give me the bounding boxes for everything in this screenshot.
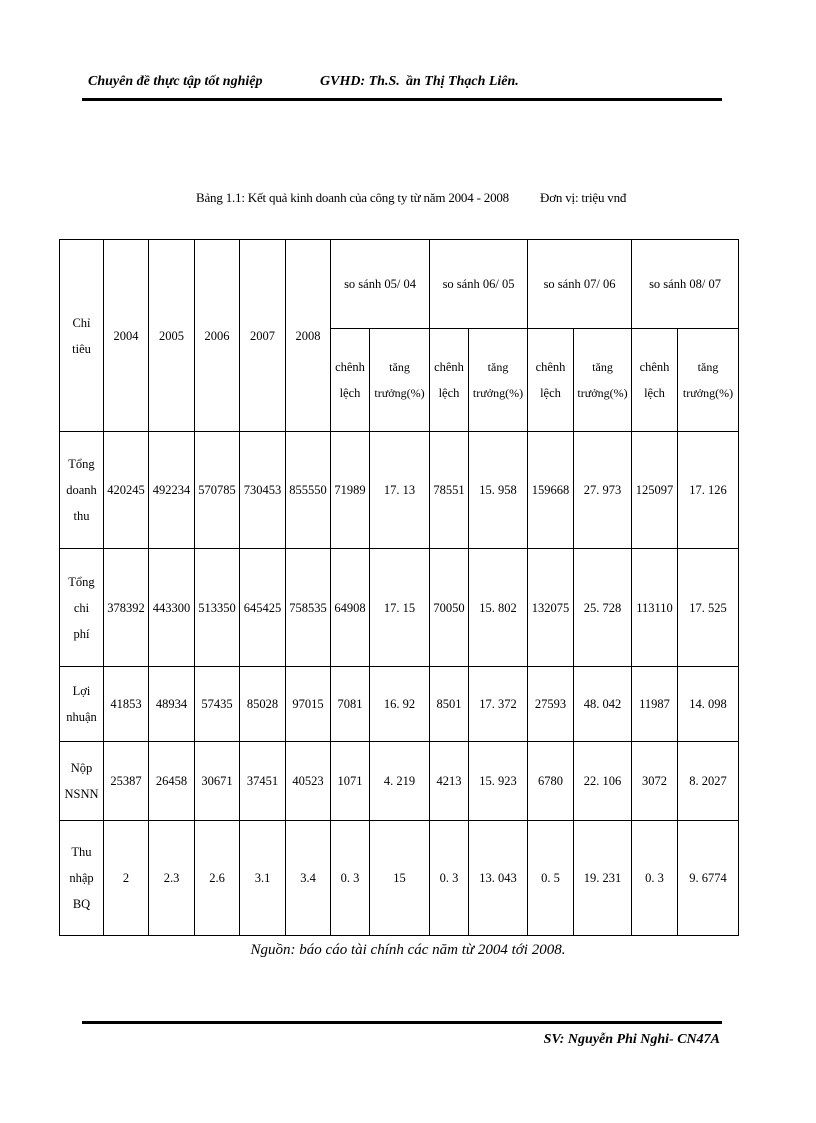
diff-subheader: chênh lệch — [528, 329, 574, 432]
source-note: Nguồn: báo cáo tài chính các năm từ 2004 tới 2008. — [250, 942, 566, 958]
table-caption — [196, 190, 626, 206]
header-supervisor-label: GVHD: Th.S. — [320, 74, 400, 89]
year-value-cell: 41853 — [104, 667, 149, 742]
table-row — [60, 821, 739, 936]
growth-value-cell: 25. 728 — [574, 549, 632, 667]
page-header — [82, 72, 722, 101]
growth-value-cell: 17. 13 — [370, 432, 430, 549]
year-value-cell: 25387 — [104, 742, 149, 821]
year-value-cell: 2.3 — [149, 821, 195, 936]
growth-subheader: tăng trưởng(%) — [469, 329, 528, 432]
diff-value-cell: 3072 — [632, 742, 678, 821]
year-value-cell: 37451 — [240, 742, 286, 821]
table-row — [60, 742, 739, 821]
year-value-cell: 492234 — [149, 432, 195, 549]
page-footer: SV: Nguyễn Phi Nghi- CN47A — [543, 1032, 720, 1047]
growth-value-cell: 17. 126 — [678, 432, 739, 549]
year-value-cell: 443300 — [149, 549, 195, 667]
diff-subheader: chênh lệch — [430, 329, 469, 432]
diff-value-cell: 159668 — [528, 432, 574, 549]
diff-value-cell: 78551 — [430, 432, 469, 549]
diff-value-cell: 11987 — [632, 667, 678, 742]
growth-value-cell: 22. 106 — [574, 742, 632, 821]
diff-value-cell: 132075 — [528, 549, 574, 667]
year-value-cell: 40523 — [286, 742, 331, 821]
year-value-cell: 730453 — [240, 432, 286, 549]
diff-value-cell: 64908 — [331, 549, 370, 667]
growth-value-cell: 4. 219 — [370, 742, 430, 821]
year-value-cell: 97015 — [286, 667, 331, 742]
year-value-cell: 3.1 — [240, 821, 286, 936]
year-header: 2004 — [104, 240, 149, 432]
comparison-header: so sánh 07/ 06 — [528, 240, 632, 329]
growth-subheader: tăng trưởng(%) — [678, 329, 739, 432]
diff-value-cell: 125097 — [632, 432, 678, 549]
year-value-cell: 420245 — [104, 432, 149, 549]
diff-value-cell: 7081 — [331, 667, 370, 742]
label-header: Chỉ tiêu — [60, 240, 104, 432]
year-value-cell: 3.4 — [286, 821, 331, 936]
table-row — [60, 667, 739, 742]
table-unit: Đơn vị: triệu vnđ — [540, 190, 627, 205]
table-row — [60, 549, 739, 667]
year-header: 2007 — [240, 240, 286, 432]
header-supervisor-name: ần Thị Thạch Liên. — [406, 74, 519, 89]
growth-value-cell: 14. 098 — [678, 667, 739, 742]
year-header: 2006 — [195, 240, 240, 432]
growth-value-cell: 15. 958 — [469, 432, 528, 549]
diff-value-cell: 0. 3 — [632, 821, 678, 936]
year-header: 2008 — [286, 240, 331, 432]
comparison-header: so sánh 08/ 07 — [632, 240, 739, 329]
year-value-cell: 30671 — [195, 742, 240, 821]
year-value-cell: 48934 — [149, 667, 195, 742]
table-row — [60, 432, 739, 549]
year-value-cell: 2 — [104, 821, 149, 936]
year-header: 2005 — [149, 240, 195, 432]
diff-value-cell: 27593 — [528, 667, 574, 742]
year-value-cell: 378392 — [104, 549, 149, 667]
year-value-cell: 26458 — [149, 742, 195, 821]
growth-subheader: tăng trưởng(%) — [574, 329, 632, 432]
row-label: Thu nhập BQ — [60, 821, 104, 936]
growth-value-cell: 8. 2027 — [678, 742, 739, 821]
growth-value-cell: 15 — [370, 821, 430, 936]
table-body — [60, 432, 739, 936]
year-value-cell: 513350 — [195, 549, 240, 667]
diff-value-cell: 4213 — [430, 742, 469, 821]
diff-value-cell: 70050 — [430, 549, 469, 667]
growth-value-cell: 17. 15 — [370, 549, 430, 667]
header-title: Chuyên đề thực tập tốt nghiệp — [88, 74, 263, 89]
growth-value-cell: 13. 043 — [469, 821, 528, 936]
growth-value-cell: 16. 92 — [370, 667, 430, 742]
year-value-cell: 2.6 — [195, 821, 240, 936]
year-value-cell: 85028 — [240, 667, 286, 742]
growth-value-cell: 17. 525 — [678, 549, 739, 667]
year-value-cell: 57435 — [195, 667, 240, 742]
row-label: Nộp NSNN — [60, 742, 104, 821]
diff-value-cell: 0. 3 — [430, 821, 469, 936]
diff-value-cell: 1071 — [331, 742, 370, 821]
year-value-cell: 645425 — [240, 549, 286, 667]
diff-value-cell: 0. 3 — [331, 821, 370, 936]
comparison-header: so sánh 06/ 05 — [430, 240, 528, 329]
growth-value-cell: 9. 6774 — [678, 821, 739, 936]
growth-value-cell: 48. 042 — [574, 667, 632, 742]
growth-value-cell: 27. 973 — [574, 432, 632, 549]
diff-value-cell: 71989 — [331, 432, 370, 549]
footer-rule — [82, 1021, 722, 1024]
growth-value-cell: 15. 923 — [469, 742, 528, 821]
growth-value-cell: 19. 231 — [574, 821, 632, 936]
row-label: Tổng doanh thu — [60, 432, 104, 549]
diff-value-cell: 8501 — [430, 667, 469, 742]
table-title: Bảng 1.1: Kết quả kinh doanh của công ty từ năm 2004 - 2008 — [196, 190, 509, 205]
year-value-cell: 570785 — [195, 432, 240, 549]
diff-value-cell: 113110 — [632, 549, 678, 667]
year-value-cell: 758535 — [286, 549, 331, 667]
growth-value-cell: 15. 802 — [469, 549, 528, 667]
business-results-table — [59, 239, 739, 936]
diff-value-cell: 6780 — [528, 742, 574, 821]
growth-value-cell: 17. 372 — [469, 667, 528, 742]
growth-subheader: tăng trưởng(%) — [370, 329, 430, 432]
year-value-cell: 855550 — [286, 432, 331, 549]
comparison-header: so sánh 05/ 04 — [331, 240, 430, 329]
diff-subheader: chênh lệch — [632, 329, 678, 432]
row-label: Tổng chi phí — [60, 549, 104, 667]
row-label: Lợi nhuận — [60, 667, 104, 742]
diff-value-cell: 0. 5 — [528, 821, 574, 936]
diff-subheader: chênh lệch — [331, 329, 370, 432]
